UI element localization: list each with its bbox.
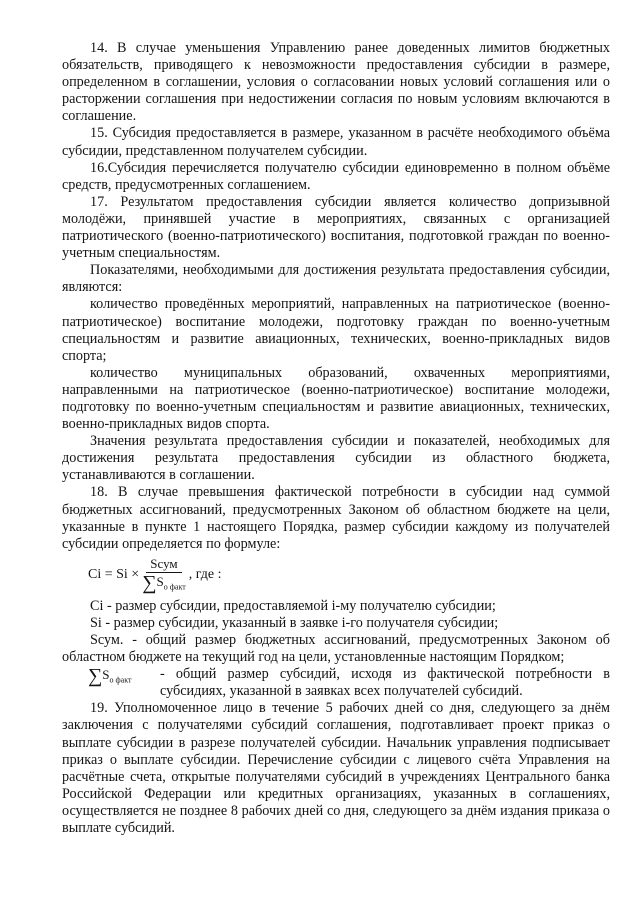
formula-denominator-var: S — [156, 573, 164, 589]
formula-denominator-sub: o факт — [163, 582, 186, 592]
formula-denominator — [142, 573, 186, 595]
definition-ci: Ci - размер субсидии, предоставляемой i-му получателю субсидии; — [90, 597, 496, 614]
sum-term — [62, 666, 160, 689]
definition-sfact-text: - общий размер субсидий, исходя из фактической потребности в субсидиях, указанной в заявках всех получателей субсидий. — [160, 666, 610, 700]
indicators-values: Значения результата предоставления субсидии и показателей, необходимых для достижения результата предоставления субсидии из областного бюджета, устанавливаются в соглашении. — [62, 433, 610, 484]
definition-si: Si - размер субсидии, указанный в заявке i-го получателя субсидии; — [90, 614, 499, 631]
sum-symbol: ∑ — [142, 571, 157, 594]
indicator-events: количество проведённых мероприятий, направленных на патриотическое (военно-патриотическое) воспитание молодежи, подготовку граждан по военно-учетным специальностям и развитие авиационных, технических, военно-прикладных видов спорта; — [62, 296, 610, 364]
subsidy-formula — [88, 555, 610, 595]
paragraph-17: 17. Результатом предоставления субсидии является количество допризывной молодёжи, принявшей участие в мероприятиях, связанных с организацией патриотического (военно-патриотического) воспитания, подготовкой граждан по военно-учетным специальностям. — [62, 193, 610, 262]
sum-sub: o факт — [109, 675, 132, 685]
indicators-intro: Показателями, необходимыми для достижения результата предоставления субсидии, являются: — [62, 262, 610, 296]
indicator-municipalities: количество муниципальных образований, охваченных мероприятиями, направленными на патриотическое (военно-патриотическое) воспитание молодежи, подготовку по военно-учетным специальностям и развитие авиационных, технических, военно-прикладных видов спорта. — [62, 364, 610, 433]
paragraph-18: 18. В случае превышения фактической потребности в субсидии над суммой бюджетных ассигнований, предусмотренных Законом об областном бюджете на цели, указанные в пункте 1 настоящего Порядка, размер субсидии каждому из получателей субсидии определяется по формуле: — [62, 484, 610, 552]
sum-var: S — [102, 667, 110, 683]
definition-ssum: Sсум. - общий размер бюджетных ассигнований, предусмотренных Законом об областном бюджете на текущий год на цели, установленные настоящим Порядком; — [62, 632, 610, 666]
sum-symbol: ∑ — [88, 665, 103, 688]
paragraph-19: 19. Уполномоченное лицо в течение 5 рабочих дней со дня, следующего за днём заключения с получателями субсидий соглашения, подготавливает проект приказ о выплате субсидии в разрезе получателей субсидии. Начальник управления подписывает приказ о выплате субсидии. Перечисление субсидии с лицевого счёта Управления на расчётные счета, открытые получателями субсидий в учреждениях Центрального банка Российской Федерации или кредитных организациях, указанных в соглашениях, осуществляется не позднее 8 рабочих дней со дня, следующего за днём издания приказа о выплате субсидий. — [62, 700, 610, 837]
formula-numerator: Sсум — [146, 556, 181, 573]
paragraph-15: 15. Субсидия предоставляется в размере, указанном в расчёте необходимого объёма субсидии, представленном получателем субсидии. — [62, 125, 610, 159]
paragraph-16: 16.Субсидия перечисляется получателю субсидии единовременно в полном объёме средств, предусмотренных соглашением. — [62, 159, 610, 193]
formula-tail: , где : — [188, 567, 222, 583]
formula-lhs: Ci = Si × — [88, 567, 140, 583]
paragraph-14: 14. В случае уменьшения Управлению ранее доведенных лимитов бюджетных обязательств, приводящего к невозможности предоставления субсидии в размере, определенном в соглашении, условия о согласовании новых условий соглашения или о расторжении соглашения при недостижении согласия по новым условиям включаются в соглашение. — [62, 40, 610, 125]
definition-sfact — [62, 666, 610, 700]
formula-fraction — [142, 556, 186, 595]
document-page — [62, 40, 610, 837]
